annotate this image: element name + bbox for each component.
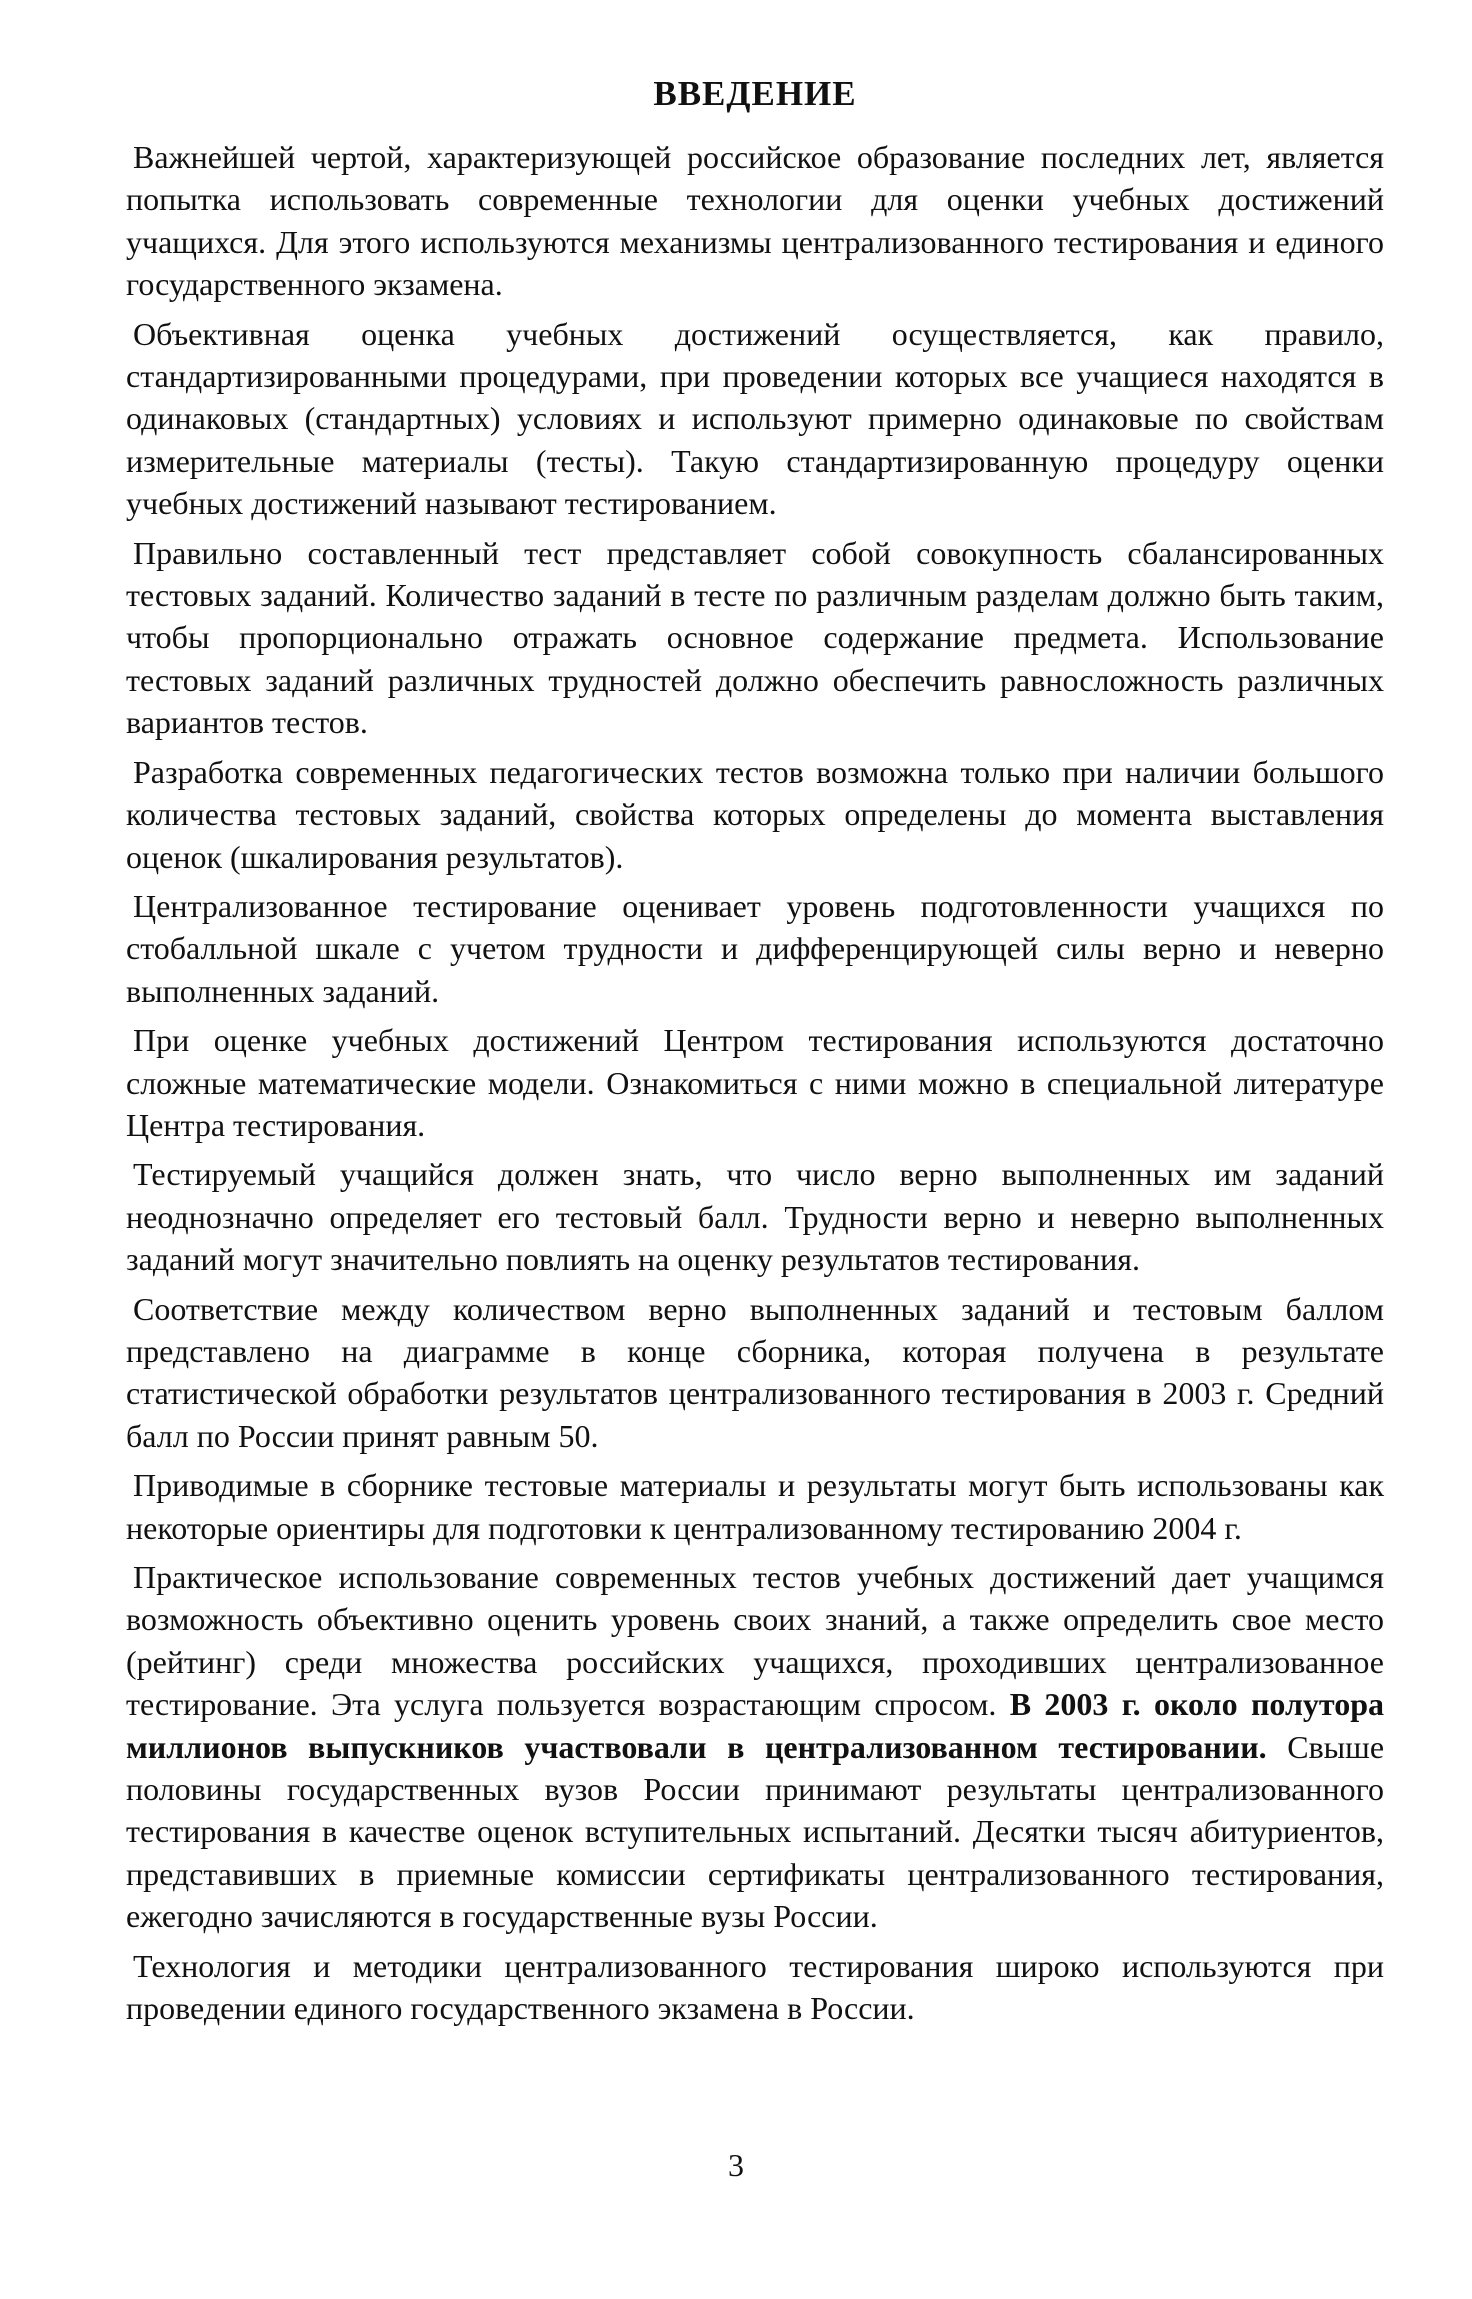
page-number: 3 xyxy=(728,2147,744,2183)
paragraph-6: При оценке учебных достижений Центром тестирования используются достаточно сложные математические модели. Ознакомиться с ними можно в специальной литературе Центра тестирования. xyxy=(126,1022,1384,1143)
page-title: ВВЕДЕНИЕ xyxy=(653,74,857,113)
paragraph-8: Соответствие между количеством верно выполненных заданий и тестовым баллом представлено на диаграмме в конце сборника, которая получена в результате статистической обработки результатов централизованного тестирования в 2003 г. Средний балл по России принят равным 50. xyxy=(126,1290,1384,1454)
paragraph-2: Объективная оценка учебных достижений осуществляется, как правило, стандартизированными процедурами, при проведении которых все учащиеся находятся в одинаковых (стандартных) условиях и используют примерно одинаковые по свойствам измерительные материалы (тесты). Такую стандартизированную процедуру оценки учебных достижений называют тестированием. xyxy=(126,315,1384,522)
paragraph-7: Тестируемый учащийся должен знать, что число верно выполненных им заданий неоднозначно определяет его тестовый балл. Трудности верно и неверно выполненных заданий могут значительно повлиять на оценку результатов тестирования. xyxy=(126,1156,1384,1278)
paragraph-10-text-end: Свыше половины государственных вузов России принимают результаты централизованного тестирования в качестве оценок вступительных испытаний. Десятки тысяч абитуриентов, представивших в приемные комиссии сертификаты централизованного тестирования, ежегодно зачисляются в государственные вузы России. xyxy=(126,1728,1385,1935)
page-body xyxy=(126,74,1384,2036)
paragraph-9: Приводимые в сборнике тестовые материалы и результаты могут быть использованы как некоторые ориентиры для подготовки к централизованному тестированию 2004 г. xyxy=(126,1467,1384,1546)
paragraph-1: Важнейшей чертой, характеризующей российское образование последних лет, является попытка использовать современные технологии для оценки учебных достижений учащихся. Для этого используются механизмы централизованного тестирования и единого государственного экзамена. xyxy=(126,139,1384,303)
paragraph-3: Правильно составленный тест представляет собой совокупность сбалансированных тестовых заданий. Количество заданий в тесте по различным разделам должно быть таким, чтобы пропорционально отражать основное содержание предмета. Использование тестовых заданий различных трудностей должно обеспечить равносложность различных вариантов тестов. xyxy=(126,534,1384,741)
paragraph-4: Разработка современных педагогических тестов возможна только при наличии большого количества тестовых заданий, свойства которых определены до момента выставления оценок (шкалирования результатов). xyxy=(126,753,1384,875)
paragraph-5: Централизованное тестирование оценивает уровень подготовленности учащихся по стобалльной шкале с учетом трудности и дифференцирующей силы верно и неверно выполненных заданий. xyxy=(126,887,1384,1009)
paragraph-10-text-start: Практическое использование современных тестов учебных достижений дает учащимся возможность объективно оценить уровень своих знаний, а также определить свое место (рейтинг) среди множества российских учащихся, проходивших централизованное тестирование. Эта услуга пользуется возрастающим спросом. xyxy=(126,1559,1384,1723)
paragraph-10-bold-statement: В 2003 г. около полутора миллионов выпускников участвовали в централизованном тестировании. xyxy=(126,1686,1385,1765)
paragraph-11: Технология и методики централизованного тестирования широко используются при проведении единого государственного экзамена в России. xyxy=(126,1947,1384,2027)
paragraph-10 xyxy=(126,1556,1384,1938)
